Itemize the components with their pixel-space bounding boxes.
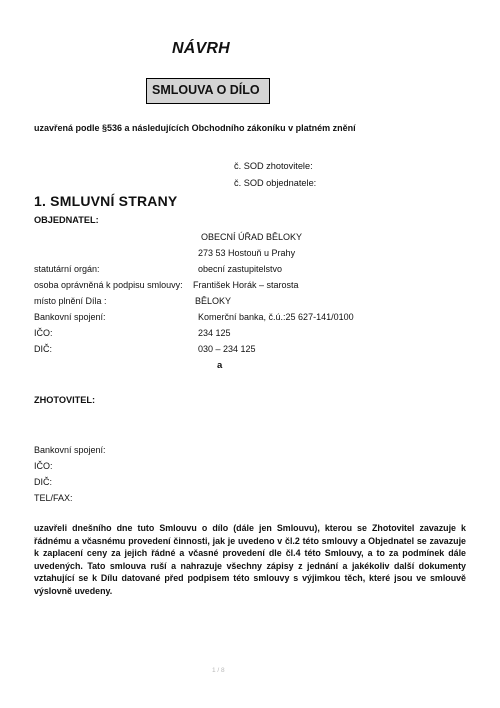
- client-row-label: místo plnění Díla :: [34, 296, 107, 306]
- client-row-label: DIČ:: [34, 344, 52, 354]
- client-row-label: Bankovní spojení:: [34, 312, 106, 322]
- client-row-value: 030 – 234 125: [198, 344, 256, 354]
- contractor-heading: ZHOTOVITEL:: [34, 395, 96, 405]
- client-row-value: 234 125: [198, 328, 231, 338]
- contract-subtitle: uzavřená podle §536 a následujících Obchodního zákoníku v platném znění: [34, 123, 356, 133]
- draft-label: NÁVRH: [172, 40, 230, 57]
- sod-contractor-label: č. SOD zhotovitele:: [234, 161, 313, 171]
- section-heading-parties: 1. SMLUVNÍ STRANY: [34, 193, 178, 209]
- client-row-value: Komerční banka, č.ú.:25 627-141/0100: [198, 312, 354, 322]
- client-row-value: František Horák – starosta: [193, 280, 299, 290]
- client-row-label: statutární orgán:: [34, 264, 100, 274]
- client-row-value: obecní zastupitelstvo: [198, 264, 283, 274]
- client-heading: OBJEDNATEL:: [34, 215, 99, 225]
- contractor-row-label: Bankovní spojení:: [34, 445, 106, 455]
- and-separator: a: [217, 360, 223, 371]
- client-address: 273 53 Hostouň u Prahy: [198, 248, 296, 258]
- sod-client-label: č. SOD objednatele:: [234, 178, 317, 188]
- contractor-row-label: TEL/FAX:: [34, 493, 73, 503]
- page-number: 1 / 8: [212, 667, 225, 674]
- contractor-row-label: IČO:: [34, 461, 53, 471]
- client-row-value: BĚLOKY: [195, 296, 232, 306]
- contract-title: SMLOUVA O DÍLO: [152, 83, 260, 97]
- contractor-row-label: DIČ:: [34, 477, 52, 487]
- closing-paragraph: uzavřeli dnešního dne tuto Smlouvu o dílo (dále jen Smlouvu), kterou se Zhotovitel zavazuje k řádnému a včasnému provedení činnosti, jak je uvedeno v čl.2 této smlouvy a Objednatel se zavazuje k zaplacení ceny za jejich řádné a včasné provedení dle čl.4 této Smlouvy, a to za podmínek dále uvedených. Tato smlouva ruší a nahrazuje všechny zápisy z jednání a jakékoliv další dokumenty vztahující se k Dílu datované před podpisem této smlouvy s výjimkou těch, které jsou ve smlouvě výslovně uvedeny.: [34, 523, 466, 596]
- client-row-label: osoba oprávněná k podpisu smlouvy:: [34, 280, 183, 290]
- client-row-label: IČO:: [34, 328, 53, 338]
- client-name: OBECNÍ ÚŘAD BĚLOKY: [201, 232, 303, 242]
